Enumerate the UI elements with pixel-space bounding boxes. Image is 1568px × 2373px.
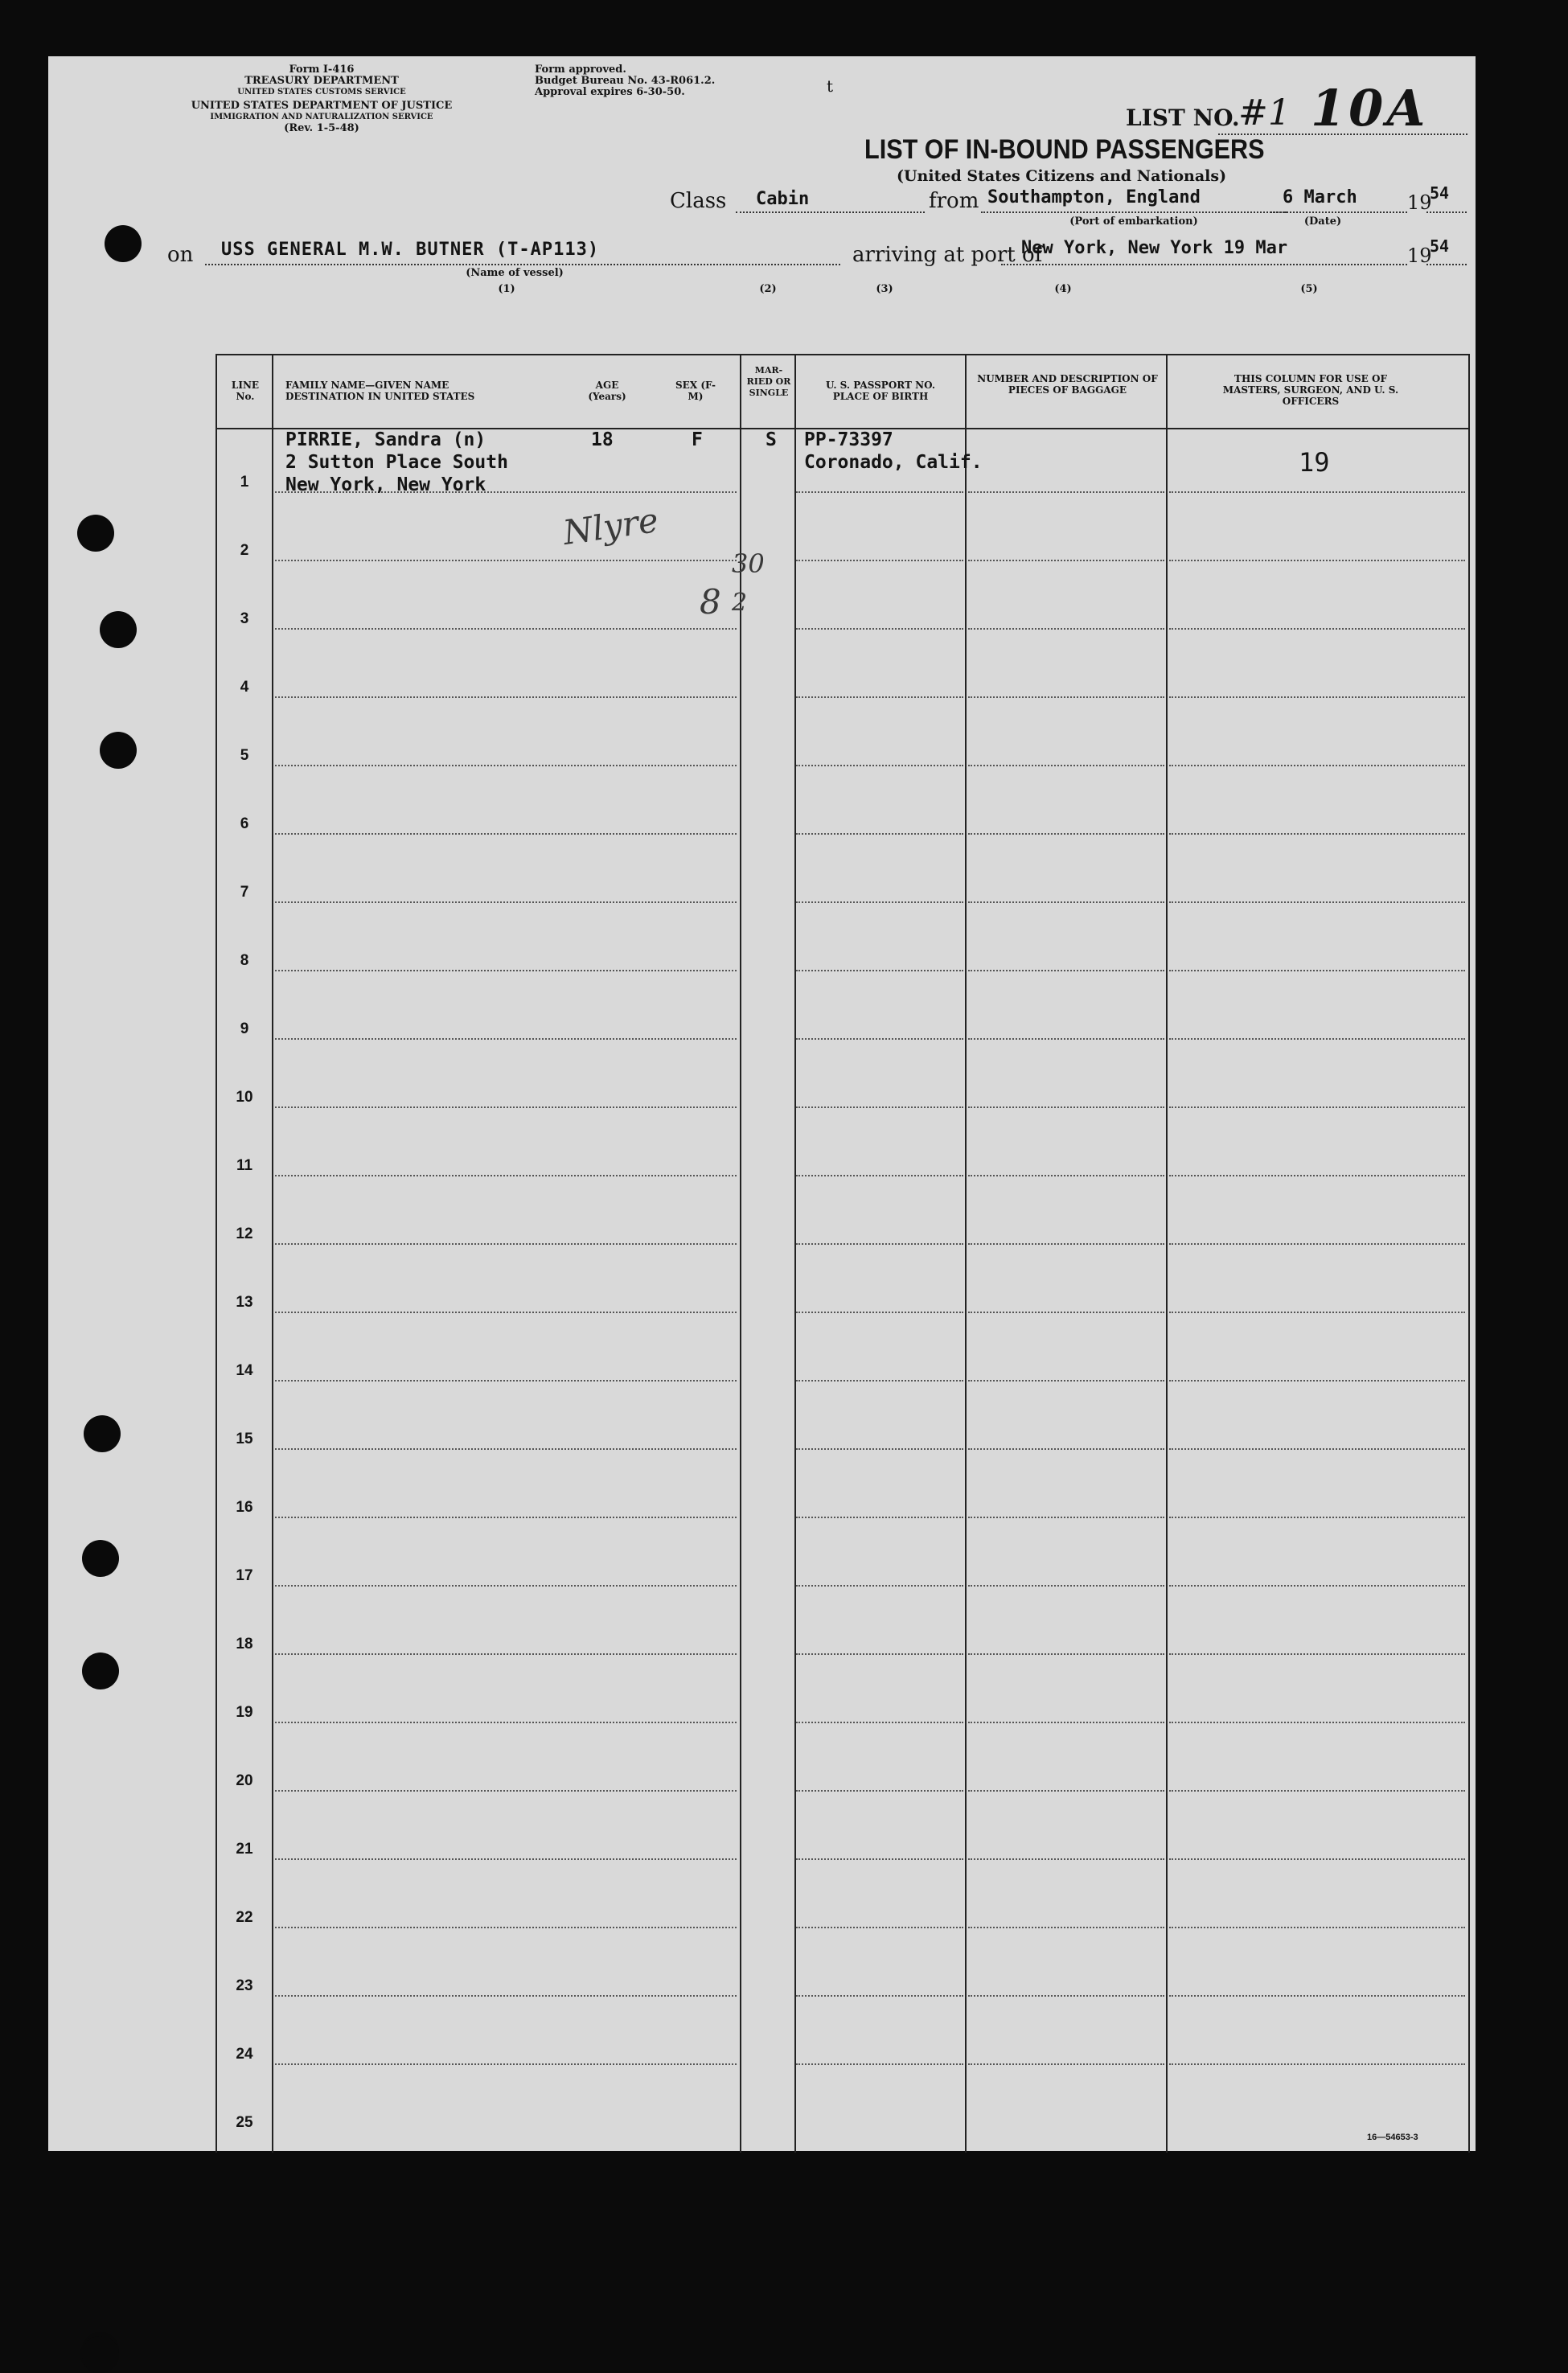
punch-hole (82, 1652, 119, 1689)
col-header-sex: SEX (F-M) (675, 380, 716, 402)
col-header-married: MAR-RIED OR SINGLE (746, 365, 791, 398)
passenger-passport: PP-73397 (804, 429, 893, 450)
row-rule (968, 2063, 1164, 2065)
row-rule (796, 1312, 963, 1313)
punch-hole (105, 225, 142, 262)
row-rule (796, 1243, 963, 1245)
row-rule (275, 1038, 737, 1040)
col-header-officers: THIS COLUMN FOR USE OF MASTERS, SURGEON, AND U. S. OFFICERS (1222, 373, 1399, 407)
row-rule (275, 696, 737, 698)
row-rule (275, 765, 737, 766)
row-rule (796, 1448, 963, 1450)
budget-text: Budget Bureau No. 43-R061.2. (535, 75, 716, 87)
handwritten-fraction-left: 8 (700, 582, 721, 622)
handwritten-fraction-bottom: 2 (732, 589, 748, 617)
col-divider (740, 355, 741, 2153)
row-rule (796, 1653, 963, 1655)
officer-note: 19 (1299, 447, 1330, 478)
row-rule (1169, 560, 1465, 561)
row-rule (968, 1243, 1164, 1245)
line-number: 17 (236, 1567, 253, 1584)
row-rule (1169, 1653, 1465, 1655)
date-caption: (Date) (1303, 216, 1342, 228)
row-rule (796, 1175, 963, 1176)
row-rule (796, 491, 963, 493)
row-rule (275, 1243, 737, 1245)
row-rule (968, 1722, 1164, 1723)
row-rule (1169, 1858, 1465, 1860)
line-number: 16 (236, 1499, 253, 1516)
row-rule (968, 1790, 1164, 1792)
punch-hole (84, 1415, 121, 1452)
row-rule (275, 1653, 737, 1655)
arrival-value: New York, New York 19 Mar (1021, 238, 1288, 258)
passenger-name: PIRRIE, Sandra (n) (285, 429, 486, 450)
row-rule (796, 765, 963, 766)
line-number: 12 (236, 1226, 253, 1242)
col-divider (272, 355, 273, 2153)
handwritten-fraction-top: 30 (732, 548, 765, 579)
row-rule (968, 1585, 1164, 1587)
row-rule (968, 628, 1164, 630)
row-rule (275, 560, 737, 561)
row-rule (275, 1858, 737, 1860)
passenger-birthplace: Coronado, Calif. (804, 452, 983, 473)
row-rule (275, 1722, 737, 1723)
row-rule (275, 1585, 737, 1587)
line-number: 15 (236, 1431, 253, 1447)
col-num-passport: (3) (876, 283, 893, 295)
line-number: 20 (236, 1772, 253, 1789)
passenger-age: 18 (591, 429, 614, 450)
row-rule (968, 1653, 1164, 1655)
row-rule (968, 1312, 1164, 1313)
form-service: UNITED STATES CUSTOMS SERVICE (237, 88, 406, 96)
passenger-table (215, 354, 1470, 2153)
line-number: 24 (236, 2046, 253, 2063)
line-number: 22 (236, 1909, 253, 1926)
list-no-value: #1 (1238, 92, 1291, 133)
from-value: Southampton, England (987, 187, 1201, 207)
row-rule (796, 696, 963, 698)
handwritten-scribble: Nlyre (560, 499, 661, 553)
row-rule (275, 1312, 737, 1313)
line-number: 11 (236, 1157, 253, 1174)
row-rule (796, 1722, 963, 1723)
line-number: 4 (240, 679, 249, 696)
row-rule (1169, 1038, 1465, 1040)
form-number: Form I-416 (289, 64, 355, 76)
row-rule (1169, 1243, 1465, 1245)
class-value: Cabin (756, 189, 810, 209)
row-rule (796, 833, 963, 835)
row-rule (968, 1927, 1164, 1928)
row-rule (968, 765, 1164, 766)
row-rule (796, 560, 963, 561)
top-mark: t (827, 76, 834, 96)
footer-code: 16—54653-3 (1367, 2133, 1418, 2142)
arrival-year-line (1426, 264, 1467, 265)
vessel-line (205, 264, 840, 265)
col-header-name: FAMILY NAME—GIVEN NAME DESTINATION IN UNITED STATES (285, 380, 475, 402)
row-rule (968, 1038, 1164, 1040)
line-number: 13 (236, 1294, 253, 1311)
line-number: 23 (236, 1977, 253, 1994)
date-line (1270, 211, 1407, 213)
row-rule (1169, 1448, 1465, 1450)
row-rule (796, 1585, 963, 1587)
row-rule (968, 1448, 1164, 1450)
line-number: 6 (240, 815, 249, 832)
row-rule (968, 1517, 1164, 1518)
vessel-num: (1) (498, 283, 515, 295)
line-number: 9 (240, 1020, 249, 1037)
punch-hole (100, 732, 137, 769)
row-rule (1169, 1106, 1465, 1108)
row-rule (968, 1380, 1164, 1382)
from-line (981, 211, 1287, 213)
col-num-officers: (5) (1300, 283, 1318, 295)
col-header-line: LINE No. (231, 380, 260, 402)
row-rule (796, 2063, 963, 2065)
col-header-passport: U. S. PASSPORT NO. PLACE OF BIRTH (825, 380, 936, 402)
row-rule (1169, 833, 1465, 835)
row-rule (1169, 1790, 1465, 1792)
punch-hole (82, 2336, 119, 2373)
row-rule (968, 833, 1164, 835)
line-number: 18 (236, 1636, 253, 1652)
row-rule (275, 901, 737, 903)
arriving-label: arriving at port of (852, 243, 1043, 267)
col-num-married: (2) (759, 283, 777, 295)
row-rule (1169, 1995, 1465, 1997)
row-rule (796, 1927, 963, 1928)
row-rule (968, 1106, 1164, 1108)
line-number: 25 (236, 2114, 253, 2131)
form-justice: UNITED STATES DEPARTMENT OF JUSTICE (191, 100, 453, 112)
row-rule (796, 1038, 963, 1040)
row-rule (796, 1995, 963, 1997)
row-rule (796, 1858, 963, 1860)
line-number: 7 (240, 884, 249, 901)
row-rule (796, 970, 963, 971)
row-rule (275, 628, 737, 630)
row-rule (796, 628, 963, 630)
row-rule (968, 1175, 1164, 1176)
page-subtitle: (United States Citizens and Nationals) (897, 167, 1227, 185)
row-rule (796, 1517, 963, 1518)
col-header-baggage: NUMBER AND DESCRIPTION OF PIECES OF BAGGAGE (977, 373, 1158, 396)
row-rule (1169, 1927, 1465, 1928)
line-number: 5 (240, 747, 249, 764)
row-rule (1169, 696, 1465, 698)
line-number: 3 (240, 610, 249, 627)
row-rule (275, 2063, 737, 2065)
row-rule (968, 901, 1164, 903)
list-no-label: LIST NO. (1126, 105, 1240, 131)
line-number: 1 (240, 474, 249, 491)
passenger-address2: New York, New York (285, 474, 486, 495)
row-rule (1169, 1585, 1465, 1587)
on-label: on (167, 243, 194, 267)
arrival-line (1001, 264, 1407, 265)
col-header-age: AGE (Years) (588, 380, 626, 402)
line-number: 21 (236, 1841, 253, 1858)
from-caption: (Port of embarkation) (1069, 216, 1198, 228)
row-rule (1169, 970, 1465, 971)
line-number: 14 (236, 1362, 253, 1379)
approval-text: Form approved. (535, 64, 626, 76)
row-rule (275, 1790, 737, 1792)
form-dept: TREASURY DEPARTMENT (244, 75, 399, 87)
year-line (1426, 211, 1467, 213)
arrival-year-suffix: 54 (1430, 236, 1450, 256)
vessel-caption: (Name of vessel) (466, 267, 564, 279)
col-num-baggage: (4) (1054, 283, 1072, 295)
col-divider (794, 355, 796, 2153)
class-line (736, 211, 925, 213)
year-suffix: 54 (1430, 183, 1450, 203)
row-rule (1169, 765, 1465, 766)
row-rule (796, 1380, 963, 1382)
col-divider (965, 355, 967, 2153)
passenger-address1: 2 Sutton Place South (285, 452, 508, 473)
arrival-year-prefix: 19 (1407, 244, 1432, 267)
row-rule (275, 970, 737, 971)
expiry-text: Approval expires 6-30-50. (535, 86, 685, 98)
punch-hole (100, 611, 137, 648)
row-rule (1169, 1380, 1465, 1382)
page-title: LIST OF IN-BOUND PASSENGERS (864, 134, 1265, 165)
class-label: Class (670, 189, 727, 213)
row-rule (796, 901, 963, 903)
punch-hole (77, 515, 114, 552)
from-label: from (929, 189, 979, 213)
form-id-block (161, 64, 482, 134)
row-rule (275, 1106, 737, 1108)
row-rule (796, 1106, 963, 1108)
row-rule (275, 1995, 737, 1997)
row-rule (1169, 1312, 1465, 1313)
year-prefix: 19 (1407, 191, 1432, 214)
row-rule (275, 1927, 737, 1928)
row-rule (968, 1858, 1164, 1860)
row-rule (968, 560, 1164, 561)
row-rule (796, 1790, 963, 1792)
row-rule (1169, 1175, 1465, 1176)
line-number: 10 (236, 1089, 253, 1106)
line-number: 2 (240, 542, 249, 559)
row-rule (1169, 628, 1465, 630)
form-ins: IMMIGRATION AND NATURALIZATION SERVICE (210, 113, 433, 121)
date-value: 6 March (1283, 187, 1357, 207)
row-rule (1169, 1517, 1465, 1518)
row-rule (968, 696, 1164, 698)
row-rule (1169, 1722, 1465, 1723)
line-number: 8 (240, 952, 249, 969)
approval-block (535, 64, 744, 98)
row-rule (275, 1517, 737, 1518)
passenger-married: S (766, 429, 777, 450)
row-rule (275, 833, 737, 835)
row-rule (275, 1175, 737, 1176)
row-rule (968, 491, 1164, 493)
row-rule (1169, 491, 1465, 493)
row-rule (275, 1380, 737, 1382)
vessel-value: USS GENERAL M.W. BUTNER (T-AP113) (221, 240, 600, 260)
document-sheet (48, 56, 1476, 2151)
row-rule (1169, 901, 1465, 903)
line-number: 19 (236, 1704, 253, 1721)
col-divider (1166, 355, 1168, 2153)
form-rev: (Rev. 1-5-48) (284, 122, 359, 134)
row-rule (275, 1448, 737, 1450)
row-rule (968, 1995, 1164, 1997)
list-no-handwritten: 10A (1311, 79, 1429, 138)
row-rule (968, 970, 1164, 971)
passenger-sex: F (692, 429, 703, 450)
row-rule (1169, 2063, 1465, 2065)
punch-hole (82, 1540, 119, 1577)
